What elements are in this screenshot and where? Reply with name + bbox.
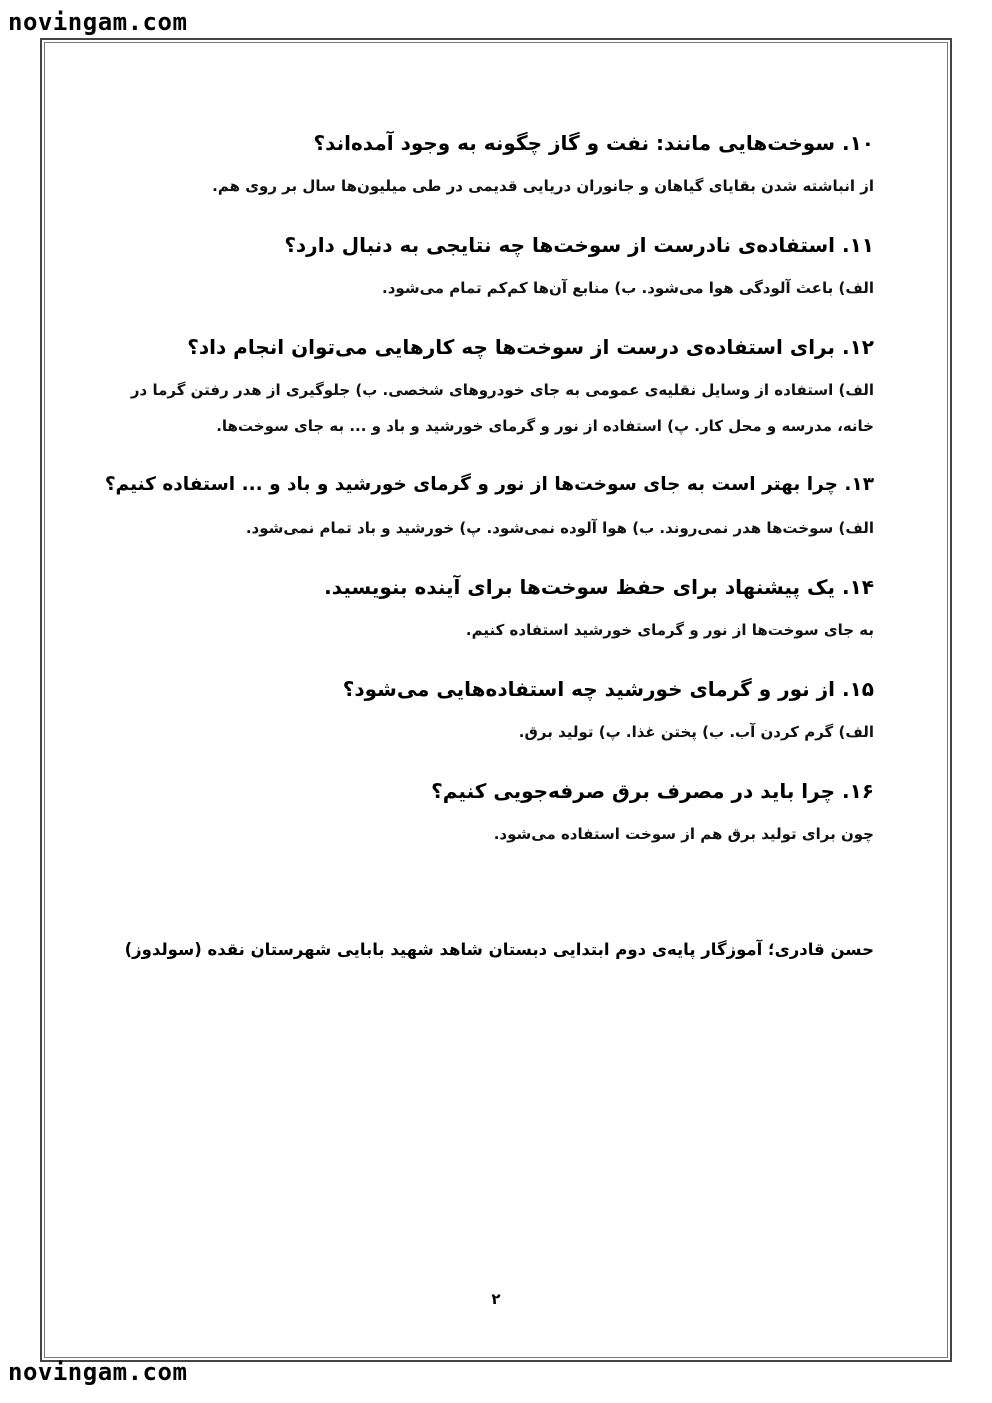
- question-15: ۱۵. از نور و گرمای خورشید چه استفاده‌هایی می‌شود؟: [342, 677, 874, 701]
- question-10: ۱۰. سوخت‌هایی مانند: نفت و گاز چگونه به وجود آمده‌اند؟: [313, 131, 874, 155]
- site-watermark-bottom: novingam.com: [8, 1358, 188, 1386]
- site-watermark-top: novingam.com: [8, 8, 188, 36]
- qa-item-14: [100, 562, 874, 648]
- qa-item-16: [100, 766, 874, 852]
- question-12: ۱۲. برای استفاده‌ی درست از سوخت‌ها چه کارهایی می‌توان انجام داد؟: [187, 335, 874, 359]
- qa-item-11: [100, 220, 874, 306]
- question-11: ۱۱. استفاده‌ی نادرست از سوخت‌ها چه نتایجی به دنبال دارد؟: [284, 233, 874, 257]
- qa-item-10: [100, 118, 874, 204]
- qa-item-13: [100, 460, 874, 546]
- answer-10: از انباشته شدن بقایای گیاهان و جانوران دریایی قدیمی در طی میلیون‌ها سال بر روی هم.: [212, 177, 874, 195]
- answer-11: الف) باعث آلودگی هوا می‌شود. ب) منابع آن‌ها کم‌کم تمام می‌شود.: [382, 279, 874, 297]
- answer-15: الف) گرم کردن آب. ب) پختن غذا. پ) تولید برق.: [518, 723, 874, 741]
- page-number: ۲: [491, 1290, 501, 1308]
- qa-list: [100, 118, 874, 868]
- answer-13: الف) سوخت‌ها هدر نمی‌روند. ب) هوا آلوده نمی‌شود. پ) خورشید و باد تمام نمی‌شود.: [245, 519, 874, 537]
- question-13: ۱۳. چرا بهتر است به جای سوخت‌ها از نور و گرمای خورشید و باد و ... استفاده کنیم؟: [104, 474, 874, 495]
- qa-item-15: [100, 664, 874, 750]
- qa-item-12: [100, 322, 874, 444]
- question-14: ۱۴. یک پیشنهاد برای حفظ سوخت‌ها برای آینده بنویسید.: [324, 575, 874, 599]
- question-16: ۱۶. چرا باید در مصرف برق صرفه‌جویی کنیم؟: [431, 779, 874, 803]
- answer-16: چون برای تولید برق هم از سوخت استفاده می‌شود.: [493, 825, 874, 843]
- author-credit: حسن قادری؛ آموزگار پایه‌ی دوم ابتدایی دبستان شاهد شهید بابایی شهرستان نقده (سولدوز): [124, 940, 874, 959]
- answer-14: به جای سوخت‌ها از نور و گرمای خورشید استفاده کنیم.: [465, 621, 874, 639]
- answer-12: الف) استفاده از وسایل نقلیه‌ی عمومی به جای خودروهای شخصی. ب) جلوگیری از هدر رفتن گرما در خانه، مدرسه و محل کار. پ) استفاده از نور و گرمای خورشید و باد و ... به جای سوخت‌ها.: [130, 381, 874, 435]
